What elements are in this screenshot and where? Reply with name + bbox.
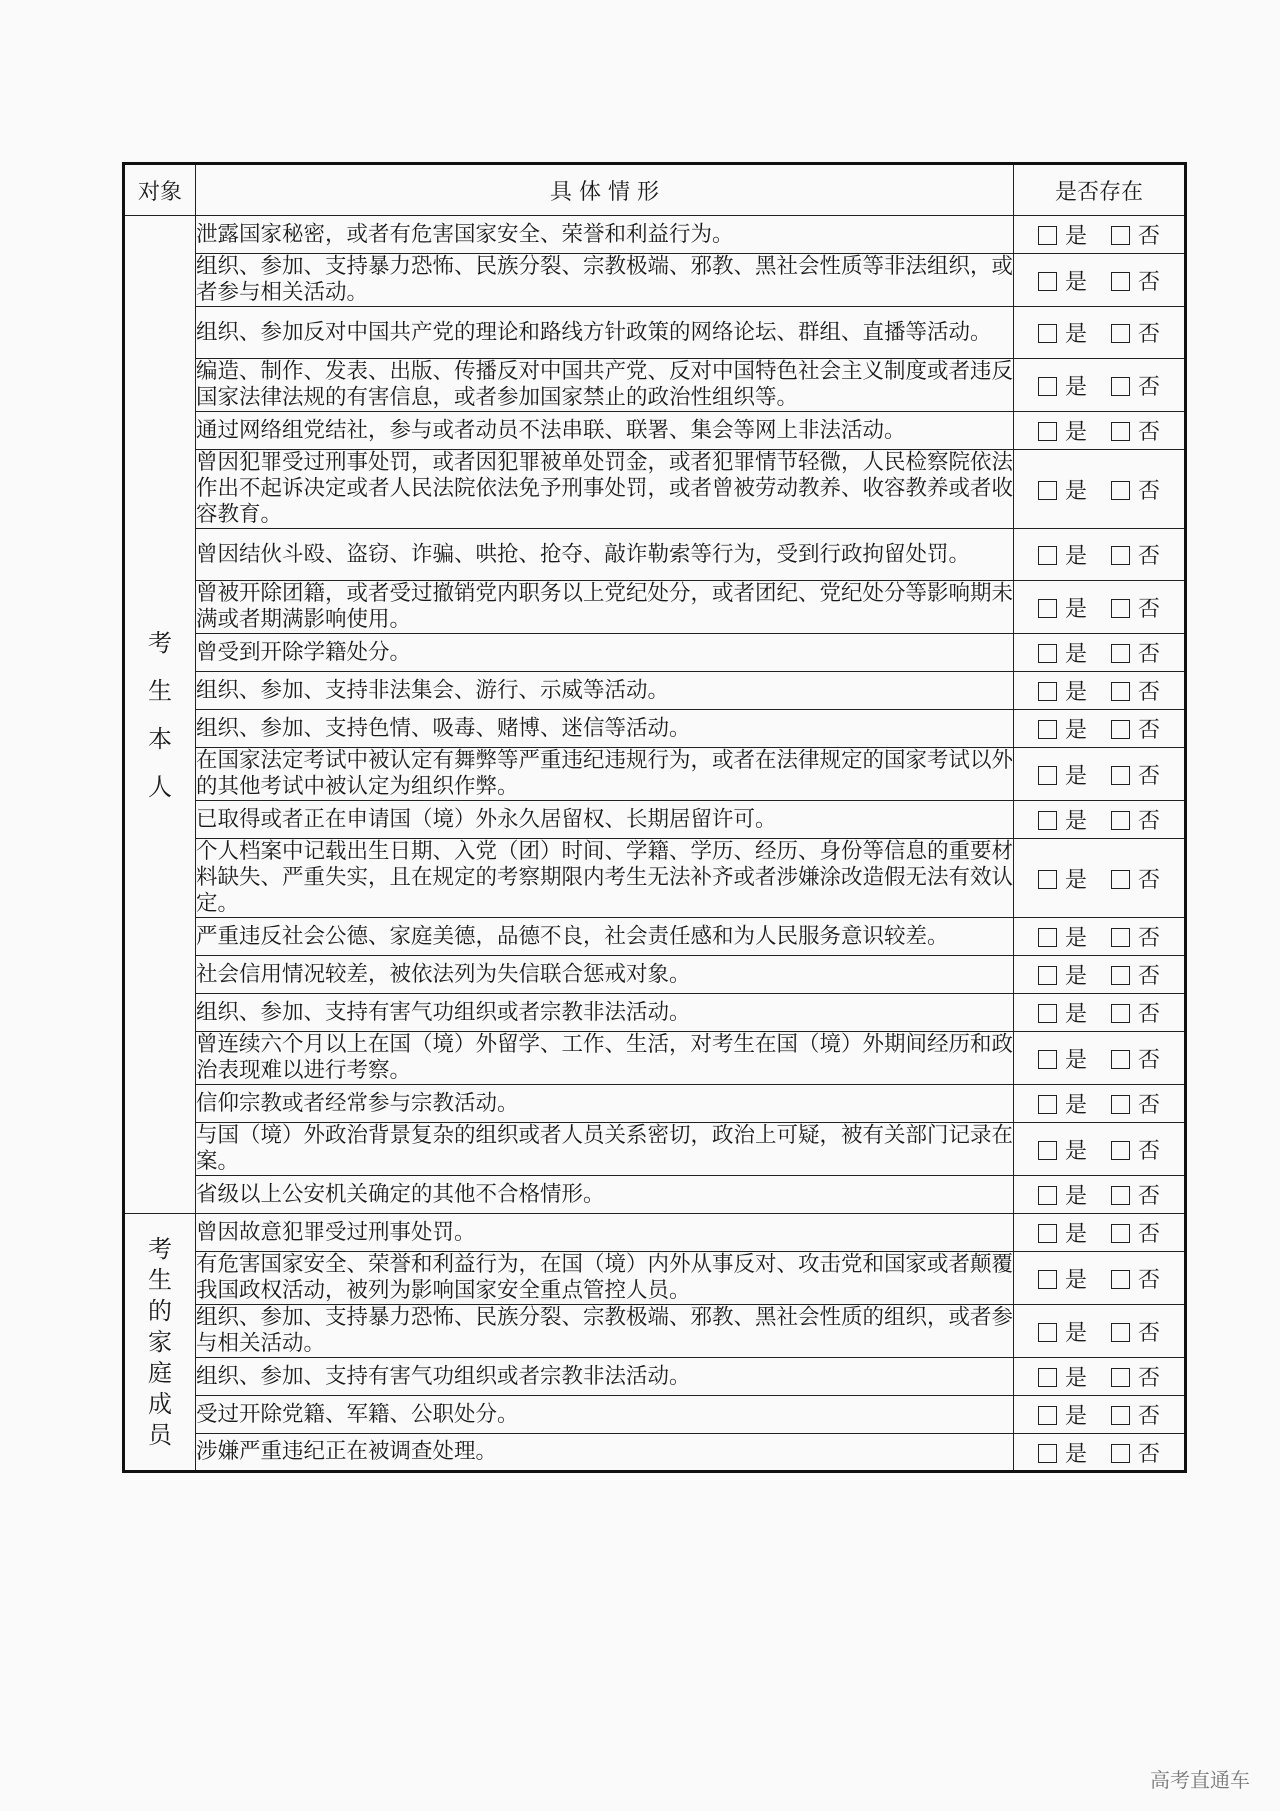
situation-text: 有危害国家安全、荣誉和利益行为，在国（境）内外从事反对、攻击党和国家或者颠覆我国政权活动，被列为影响国家安全重点管控人员。	[196, 1252, 1014, 1303]
exists-cell	[1014, 307, 1186, 359]
exists-cell	[1014, 1214, 1186, 1252]
no-option[interactable]	[1111, 370, 1160, 401]
object-label-char: 的	[148, 1296, 172, 1325]
table-row	[124, 450, 1186, 529]
yes-label: 是	[1064, 1441, 1087, 1467]
no-option[interactable]	[1111, 415, 1160, 446]
exists-cell	[1014, 1434, 1186, 1472]
yes-checkbox[interactable]	[1038, 599, 1057, 618]
no-label: 否	[1138, 322, 1161, 347]
no-option[interactable]	[1111, 1316, 1160, 1347]
no-checkbox[interactable]	[1111, 1406, 1130, 1425]
no-option[interactable]	[1111, 265, 1160, 296]
situation-text: 信仰宗教或者经常参与宗教活动。	[196, 1085, 1014, 1123]
no-option[interactable]	[1111, 1179, 1160, 1210]
yes-label: 是	[1064, 718, 1087, 743]
no-option[interactable]	[1111, 1043, 1160, 1074]
no-option[interactable]	[1111, 804, 1160, 835]
no-label: 否	[1138, 420, 1161, 445]
no-checkbox[interactable]	[1111, 599, 1130, 618]
yes-label: 是	[1064, 1222, 1087, 1247]
header-exists: 是否存在	[1014, 164, 1186, 216]
no-option[interactable]	[1111, 1361, 1160, 1392]
yes-label: 是	[1064, 1002, 1087, 1027]
object-label-char: 人	[148, 772, 172, 801]
table-row	[124, 918, 1186, 956]
no-option[interactable]	[1111, 592, 1160, 623]
no-option[interactable]	[1111, 1217, 1160, 1248]
no-option[interactable]	[1111, 474, 1160, 505]
header-object: 对象	[124, 164, 196, 216]
situation-text: 在国家法定考试中被认定有舞弊等严重违纪违规行为，或者在法律规定的国家考试以外的其他考试中被认定为组织作弊。	[196, 748, 1014, 799]
yes-label: 是	[1064, 1093, 1087, 1118]
situation-text: 社会信用情况较差，被依法列为失信联合惩戒对象。	[196, 956, 1014, 994]
exists-cell	[1014, 254, 1186, 307]
yes-option[interactable]	[1038, 1316, 1087, 1347]
yes-label: 是	[1064, 596, 1087, 622]
yes-checkbox[interactable]	[1038, 1004, 1057, 1023]
object-label-char: 庭	[148, 1358, 172, 1387]
yes-checkbox[interactable]	[1038, 966, 1057, 985]
no-checkbox[interactable]	[1111, 481, 1130, 500]
no-option[interactable]	[1111, 1134, 1160, 1165]
situation-text: 组织、参加、支持暴力恐怖、民族分裂、宗教极端、邪教、黑社会性质的组织，或者参与相关活动。	[196, 1305, 1014, 1356]
yes-option[interactable]	[1038, 713, 1087, 744]
table-row	[124, 216, 1186, 254]
object-label-char: 家	[148, 1327, 172, 1356]
exists-cell	[1014, 359, 1186, 412]
situation-text: 编造、制作、发表、出版、传播反对中国共产党、反对中国特色社会主义制度或者违反国家法律法规的有害信息，或者参加国家禁止的政治性组织等。	[196, 359, 1014, 410]
situation-text: 受过开除党籍、军籍、公职处分。	[196, 1396, 1014, 1434]
yes-option[interactable]	[1038, 675, 1087, 706]
exists-cell	[1014, 450, 1186, 529]
yes-checkbox[interactable]	[1038, 546, 1057, 565]
no-checkbox[interactable]	[1111, 1444, 1130, 1463]
yes-label: 是	[1064, 809, 1087, 834]
exists-cell	[1014, 1032, 1186, 1085]
situation-text: 曾被开除团籍，或者受过撤销党内职务以上党纪处分，或者团纪、党纪处分等影响期未满或者期满影响使用。	[196, 581, 1014, 632]
yes-label: 是	[1064, 224, 1087, 249]
yes-option[interactable]	[1038, 959, 1087, 990]
no-label: 否	[1138, 1184, 1161, 1209]
yes-option[interactable]	[1038, 1217, 1087, 1248]
yes-label: 是	[1064, 867, 1087, 893]
no-label: 否	[1138, 1267, 1161, 1293]
situation-text: 曾因故意犯罪受过刑事处罚。	[196, 1214, 1014, 1252]
no-checkbox[interactable]	[1111, 1186, 1130, 1205]
object-label-char: 生	[148, 1265, 172, 1294]
yes-label: 是	[1064, 926, 1087, 951]
header-situation: 具 体 情 形	[196, 164, 1014, 216]
exists-cell	[1014, 918, 1186, 956]
yes-option[interactable]	[1038, 265, 1087, 296]
no-label: 否	[1138, 964, 1161, 989]
situation-text: 曾因犯罪受过刑事处罚，或者因犯罪被单处罚金，或者犯罪情节轻微，人民检察院依法作出不起诉决定或者人民法院依法免予刑事处罚，或者曾被劳动教养、收容教养或者收容教育。	[196, 450, 1014, 527]
yes-checkbox[interactable]	[1038, 1406, 1057, 1425]
yes-label: 是	[1064, 269, 1087, 295]
table-row	[124, 1305, 1186, 1358]
situation-text: 曾因结伙斗殴、盗窃、诈骗、哄抢、抢夺、敲诈勒索等行为，受到行政拘留处罚。	[196, 529, 1014, 581]
no-checkbox[interactable]	[1111, 966, 1130, 985]
exists-cell	[1014, 1085, 1186, 1123]
yes-checkbox[interactable]	[1038, 481, 1057, 500]
exists-cell	[1014, 1305, 1186, 1358]
no-label: 否	[1138, 642, 1161, 667]
table-row	[124, 1176, 1186, 1214]
exists-cell	[1014, 710, 1186, 748]
no-checkbox[interactable]	[1111, 226, 1130, 245]
table-row	[124, 412, 1186, 450]
object-cell	[124, 1214, 196, 1472]
no-label: 否	[1138, 763, 1161, 789]
table-row	[124, 1358, 1186, 1396]
exists-cell	[1014, 748, 1186, 801]
situation-text: 与国（境）外政治背景复杂的组织或者人员关系密切，政治上可疑，被有关部门记录在案。	[196, 1123, 1014, 1174]
situation-text: 个人档案中记载出生日期、入党（团）时间、学籍、学历、经历、身份等信息的重要材料缺失、严重失实，且在规定的考察期限内考生无法补齐或者涉嫌涂改造假无法有效认定。	[196, 839, 1014, 916]
table-row	[124, 1214, 1186, 1252]
exists-cell	[1014, 1252, 1186, 1305]
yes-label: 是	[1064, 478, 1087, 504]
yes-option[interactable]	[1038, 637, 1087, 668]
exists-cell	[1014, 1396, 1186, 1434]
no-label: 否	[1138, 680, 1161, 705]
situation-text: 组织、参加、支持暴力恐怖、民族分裂、宗教极端、邪教、黑社会性质等非法组织，或者参与相关活动。	[196, 254, 1014, 305]
yes-label: 是	[1064, 420, 1087, 445]
yes-label: 是	[1064, 763, 1087, 789]
yes-option[interactable]	[1038, 219, 1087, 250]
yes-label: 是	[1064, 1320, 1087, 1346]
exists-cell	[1014, 956, 1186, 994]
no-label: 否	[1138, 478, 1161, 504]
yes-label: 是	[1064, 1267, 1087, 1293]
table-row	[124, 307, 1186, 359]
yes-checkbox[interactable]	[1038, 226, 1057, 245]
no-checkbox[interactable]	[1111, 682, 1130, 701]
yes-checkbox[interactable]	[1038, 1368, 1057, 1387]
no-label: 否	[1138, 1404, 1161, 1429]
object-label-char: 考	[148, 628, 172, 657]
no-label: 否	[1138, 1320, 1161, 1346]
table-row	[124, 994, 1186, 1032]
yes-option[interactable]	[1038, 759, 1087, 790]
yes-option[interactable]	[1038, 804, 1087, 835]
yes-option[interactable]	[1038, 1361, 1087, 1392]
no-option[interactable]	[1111, 921, 1160, 952]
yes-checkbox[interactable]	[1038, 644, 1057, 663]
situation-text: 省级以上公安机关确定的其他不合格情形。	[196, 1176, 1014, 1214]
no-checkbox[interactable]	[1111, 324, 1130, 343]
no-checkbox[interactable]	[1111, 1095, 1130, 1114]
exists-cell	[1014, 581, 1186, 634]
yes-option[interactable]	[1038, 317, 1087, 348]
yes-checkbox[interactable]	[1038, 272, 1057, 291]
no-checkbox[interactable]	[1111, 870, 1130, 889]
yes-option[interactable]	[1038, 539, 1087, 570]
no-option[interactable]	[1111, 1437, 1160, 1468]
no-label: 否	[1138, 1002, 1161, 1027]
no-label: 否	[1138, 1047, 1161, 1073]
no-label: 否	[1138, 1222, 1161, 1247]
yes-checkbox[interactable]	[1038, 1444, 1057, 1463]
yes-checkbox[interactable]	[1038, 1186, 1057, 1205]
table-row	[124, 634, 1186, 672]
situation-text: 组织、参加反对中国共产党的理论和路线方针政策的网络论坛、群组、直播等活动。	[196, 307, 1014, 359]
object-label-char: 生	[148, 676, 172, 705]
no-label: 否	[1138, 1093, 1161, 1118]
exists-cell	[1014, 1358, 1186, 1396]
exists-cell	[1014, 801, 1186, 839]
no-checkbox[interactable]	[1111, 546, 1130, 565]
yes-label: 是	[1064, 1184, 1087, 1209]
situation-text: 涉嫌严重违纪正在被调查处理。	[196, 1434, 1014, 1472]
no-option[interactable]	[1111, 219, 1160, 250]
no-checkbox[interactable]	[1111, 1224, 1130, 1243]
yes-option[interactable]	[1038, 592, 1087, 623]
yes-label: 是	[1064, 1138, 1087, 1164]
no-label: 否	[1138, 269, 1161, 295]
no-label: 否	[1138, 1366, 1161, 1391]
situation-text: 严重违反社会公德、家庭美德，品德不良，社会责任感和为人民服务意识较差。	[196, 918, 1014, 956]
table-body	[124, 216, 1186, 1472]
table-row	[124, 1123, 1186, 1176]
table-row	[124, 1085, 1186, 1123]
object-label-char: 成	[148, 1389, 172, 1418]
no-checkbox[interactable]	[1111, 1323, 1130, 1342]
table-row	[124, 1396, 1186, 1434]
no-option[interactable]	[1111, 1399, 1160, 1430]
yes-option[interactable]	[1038, 1263, 1087, 1294]
table-row	[124, 672, 1186, 710]
screening-table	[122, 162, 1187, 1473]
yes-label: 是	[1064, 322, 1087, 347]
object-label	[148, 1234, 172, 1451]
object-label	[148, 619, 172, 811]
yes-option[interactable]	[1038, 474, 1087, 505]
no-label: 否	[1138, 718, 1161, 743]
yes-checkbox[interactable]	[1038, 1323, 1057, 1342]
yes-option[interactable]	[1038, 1134, 1087, 1165]
situation-text: 组织、参加、支持色情、吸毒、赌博、迷信等活动。	[196, 710, 1014, 748]
yes-option[interactable]	[1038, 370, 1087, 401]
yes-label: 是	[1064, 642, 1087, 667]
yes-checkbox[interactable]	[1038, 377, 1057, 396]
yes-checkbox[interactable]	[1038, 324, 1057, 343]
yes-label: 是	[1064, 680, 1087, 705]
exists-cell	[1014, 1123, 1186, 1176]
yes-option[interactable]	[1038, 415, 1087, 446]
situation-text: 泄露国家秘密，或者有危害国家安全、荣誉和利益行为。	[196, 216, 1014, 254]
yes-checkbox[interactable]	[1038, 720, 1057, 739]
yes-checkbox[interactable]	[1038, 870, 1057, 889]
table-row	[124, 801, 1186, 839]
no-checkbox[interactable]	[1111, 1141, 1130, 1160]
object-cell	[124, 216, 196, 1214]
exists-cell	[1014, 839, 1186, 918]
no-checkbox[interactable]	[1111, 272, 1130, 291]
no-checkbox[interactable]	[1111, 1270, 1130, 1289]
situation-text: 组织、参加、支持非法集会、游行、示威等活动。	[196, 672, 1014, 710]
yes-checkbox[interactable]	[1038, 1050, 1057, 1069]
table-row	[124, 1252, 1186, 1305]
yes-label: 是	[1064, 964, 1087, 989]
no-checkbox[interactable]	[1111, 928, 1130, 947]
no-checkbox[interactable]	[1111, 644, 1130, 663]
no-checkbox[interactable]	[1111, 766, 1130, 785]
object-label-char: 本	[148, 724, 172, 753]
no-option[interactable]	[1111, 317, 1160, 348]
exists-cell	[1014, 634, 1186, 672]
yes-option[interactable]	[1038, 1399, 1087, 1430]
no-option[interactable]	[1111, 675, 1160, 706]
table-row	[124, 359, 1186, 412]
no-label: 否	[1138, 224, 1161, 249]
yes-checkbox[interactable]	[1038, 766, 1057, 785]
yes-checkbox[interactable]	[1038, 682, 1057, 701]
yes-label: 是	[1064, 374, 1087, 400]
yes-checkbox[interactable]	[1038, 1095, 1057, 1114]
table-row	[124, 956, 1186, 994]
table-row	[124, 748, 1186, 801]
watermark: 高考直通车	[1150, 1768, 1250, 1792]
yes-label: 是	[1064, 1047, 1087, 1073]
yes-checkbox[interactable]	[1038, 422, 1057, 441]
no-option[interactable]	[1111, 713, 1160, 744]
situation-text: 通过网络组党结社，参与或者动员不法串联、联署、集会等网上非法活动。	[196, 412, 1014, 450]
yes-option[interactable]	[1038, 997, 1087, 1028]
yes-checkbox[interactable]	[1038, 1270, 1057, 1289]
no-option[interactable]	[1111, 959, 1160, 990]
no-label: 否	[1138, 544, 1161, 569]
yes-label: 是	[1064, 1366, 1087, 1391]
no-label: 否	[1138, 596, 1161, 622]
yes-checkbox[interactable]	[1038, 1224, 1057, 1243]
yes-option[interactable]	[1038, 1088, 1087, 1119]
no-label: 否	[1138, 809, 1161, 834]
no-checkbox[interactable]	[1111, 1368, 1130, 1387]
table-row	[124, 839, 1186, 918]
table-row	[124, 529, 1186, 581]
no-label: 否	[1138, 374, 1161, 400]
no-label: 否	[1138, 867, 1161, 893]
no-checkbox[interactable]	[1111, 811, 1130, 830]
yes-option[interactable]	[1038, 863, 1087, 894]
situation-text: 组织、参加、支持有害气功组织或者宗教非法活动。	[196, 994, 1014, 1032]
exists-cell	[1014, 529, 1186, 581]
yes-option[interactable]	[1038, 1437, 1087, 1468]
yes-checkbox[interactable]	[1038, 928, 1057, 947]
no-label: 否	[1138, 926, 1161, 951]
no-checkbox[interactable]	[1111, 422, 1130, 441]
yes-checkbox[interactable]	[1038, 1141, 1057, 1160]
exists-cell	[1014, 672, 1186, 710]
exists-cell	[1014, 1176, 1186, 1214]
object-label-char: 考	[148, 1234, 172, 1263]
table-row	[124, 710, 1186, 748]
yes-option[interactable]	[1038, 1043, 1087, 1074]
no-checkbox[interactable]	[1111, 1050, 1130, 1069]
no-label: 否	[1138, 1441, 1161, 1467]
situation-text: 曾受到开除学籍处分。	[196, 634, 1014, 672]
table-row	[124, 254, 1186, 307]
exists-cell	[1014, 994, 1186, 1032]
table-row	[124, 1434, 1186, 1472]
yes-checkbox[interactable]	[1038, 811, 1057, 830]
yes-option[interactable]	[1038, 1179, 1087, 1210]
no-checkbox[interactable]	[1111, 720, 1130, 739]
no-option[interactable]	[1111, 759, 1160, 790]
exists-cell	[1014, 216, 1186, 254]
no-option[interactable]	[1111, 539, 1160, 570]
yes-label: 是	[1064, 1404, 1087, 1429]
no-option[interactable]	[1111, 997, 1160, 1028]
exists-cell	[1014, 412, 1186, 450]
situation-text: 曾连续六个月以上在国（境）外留学、工作、生活，对考生在国（境）外期间经历和政治表现难以进行考察。	[196, 1032, 1014, 1083]
table-row	[124, 1032, 1186, 1085]
table-row	[124, 581, 1186, 634]
situation-text: 已取得或者正在申请国（境）外永久居留权、长期居留许可。	[196, 801, 1014, 839]
yes-option[interactable]	[1038, 921, 1087, 952]
no-option[interactable]	[1111, 1263, 1160, 1294]
no-checkbox[interactable]	[1111, 1004, 1130, 1023]
object-label-char: 员	[148, 1420, 172, 1449]
yes-label: 是	[1064, 544, 1087, 569]
no-checkbox[interactable]	[1111, 377, 1130, 396]
situation-text: 组织、参加、支持有害气功组织或者宗教非法活动。	[196, 1358, 1014, 1396]
table-header-row	[124, 164, 1186, 216]
no-option[interactable]	[1111, 637, 1160, 668]
no-label: 否	[1138, 1138, 1161, 1164]
no-option[interactable]	[1111, 1088, 1160, 1119]
no-option[interactable]	[1111, 863, 1160, 894]
